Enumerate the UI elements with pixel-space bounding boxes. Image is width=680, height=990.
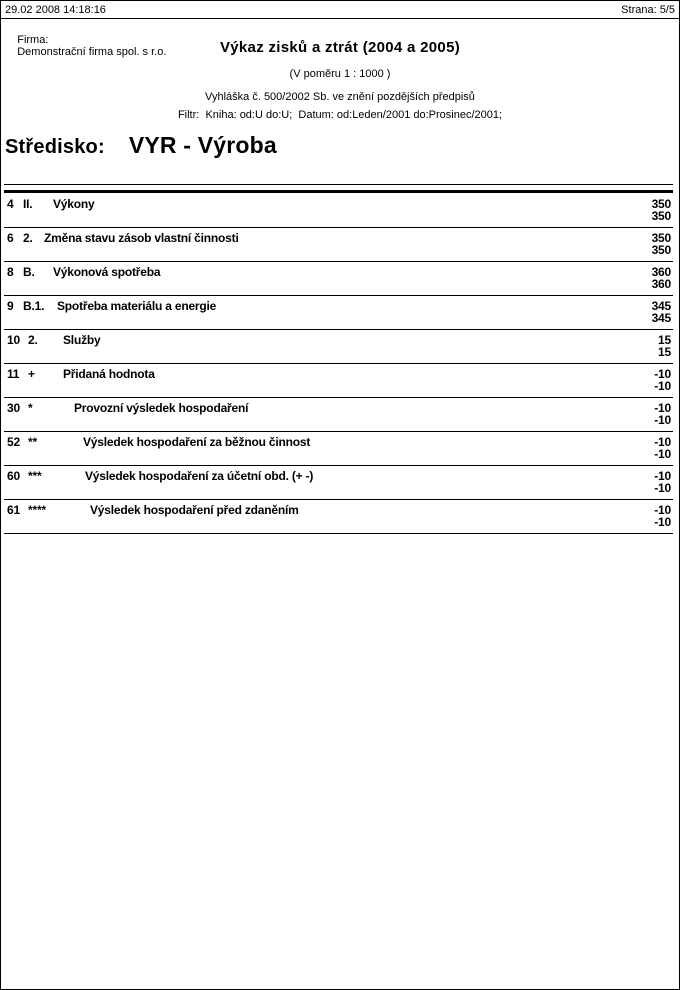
header-row [5, 4, 675, 16]
row-number: 10 [7, 333, 20, 347]
row-value-previous: 350 [651, 209, 671, 223]
table-row [4, 330, 673, 364]
company-label: Firma: [17, 34, 49, 46]
row-value-previous: -10 [654, 447, 671, 461]
row-value-previous: -10 [654, 379, 671, 393]
row-value-current: -10 [654, 469, 671, 483]
row-value-current: 345 [651, 299, 671, 313]
row-value-previous: 15 [658, 345, 671, 359]
table-row [4, 500, 673, 534]
row-code: II. [23, 197, 33, 211]
row-number: 8 [7, 265, 14, 279]
table-row [4, 398, 673, 432]
cost-center-row [5, 132, 277, 159]
row-name: Výsledek hospodaření před zdaněním [90, 503, 299, 517]
report-title: Výkaz zisků a ztrát (2004 a 2005) [219, 39, 461, 56]
row-value-current: 350 [651, 231, 671, 245]
row-code: B.1. [23, 299, 45, 313]
row-value-previous: 350 [651, 243, 671, 257]
table-row [4, 262, 673, 296]
cost-center-label: Středisko: [5, 136, 105, 158]
row-number: 52 [7, 435, 20, 449]
cost-center-value: VYR - Výroba [128, 132, 277, 158]
row-name: Výsledek hospodaření za účetní obd. (+ -) [85, 469, 314, 483]
row-value-current: -10 [654, 503, 671, 517]
row-value-previous: -10 [654, 515, 671, 529]
row-value-current: -10 [654, 435, 671, 449]
table-top-rule [4, 184, 673, 185]
row-value-previous: 345 [651, 311, 671, 325]
row-number: 61 [7, 503, 20, 517]
row-value-current: -10 [654, 401, 671, 415]
row-value-current: 360 [651, 265, 671, 279]
regulation-note: Vyhláška č. 500/2002 Sb. ve znění pozdějších předpisů [205, 91, 475, 103]
table-row [4, 364, 673, 398]
row-code: ** [28, 435, 37, 449]
row-name: Změna stavu zásob vlastní činnosti [44, 231, 239, 245]
table-row [4, 194, 673, 228]
row-value-current: -10 [654, 367, 671, 381]
table-header-rule [4, 190, 673, 193]
page-number: Strana: 5/5 [621, 4, 675, 16]
row-number: 30 [7, 401, 20, 415]
row-code: + [28, 367, 35, 381]
row-name: Služby [63, 333, 101, 347]
row-name: Výkony [53, 197, 95, 211]
company-name: Demonstrační firma spol. s r.o. [17, 46, 167, 58]
row-code: *** [28, 469, 42, 483]
row-number: 4 [7, 197, 14, 211]
table-row [4, 296, 673, 330]
row-name: Spotřeba materiálu a energie [57, 299, 217, 313]
row-value-previous: 360 [651, 277, 671, 291]
row-value-current: 15 [658, 333, 671, 347]
row-code: B. [23, 265, 35, 279]
table-row [4, 466, 673, 500]
row-code: 2. [28, 333, 38, 347]
row-number: 6 [7, 231, 14, 245]
row-value-current: 350 [651, 197, 671, 211]
row-code: * [28, 401, 33, 415]
row-value-previous: -10 [654, 481, 671, 495]
table-row [4, 228, 673, 262]
row-value-previous: -10 [654, 413, 671, 427]
row-number: 9 [7, 299, 14, 313]
ratio-note: (V poměru 1 : 1000 ) [289, 68, 391, 80]
row-name: Výsledek hospodaření za běžnou činnost [83, 435, 311, 449]
row-number: 60 [7, 469, 20, 483]
table-row [4, 432, 673, 466]
report-table [4, 194, 673, 534]
print-datetime: 29.02 2008 14:18:16 [5, 4, 106, 16]
row-name: Provozní výsledek hospodaření [74, 401, 249, 415]
row-name: Výkonová spotřeba [53, 265, 161, 279]
header-divider [1, 18, 679, 19]
row-number: 11 [7, 367, 20, 381]
filter-note: Filtr: Kniha: od:U do:U; Datum: od:Leden/2001 do:Prosinec/2001; [177, 109, 503, 121]
row-code: 2. [23, 231, 33, 245]
row-name: Přidaná hodnota [63, 367, 155, 381]
row-code: **** [28, 503, 46, 517]
